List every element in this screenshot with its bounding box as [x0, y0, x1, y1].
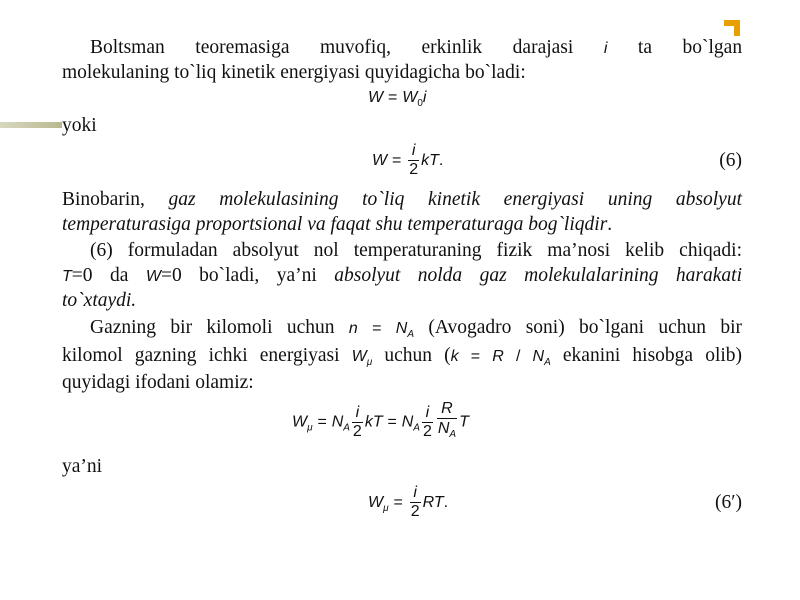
equation-1: $W = W_0i$ — [368, 89, 427, 109]
paragraph-3-line-1: (6) formuladan absolyut nol temperaturaning fizik ma’nosi kelib chiqadi: — [90, 240, 742, 261]
paragraph-1-line-1: Boltsman teoremasiga muvofiq, erkinlik darajasi i ta bo`lgan — [90, 37, 743, 58]
side-bar-decoration — [0, 122, 62, 128]
paragraph-3-line-3: to`xtaydi. — [62, 290, 137, 311]
paragraph-4-line-1: Gazning bir kilomoli uchun $n = N_A$ (Avogadro soni) bo`lgani uchun bir — [90, 317, 743, 340]
paragraph-3-line-2: T=0 da W=0 bo`ladi, ya’ni absolyut nolda gaz molekulalarining harakati — [62, 265, 743, 286]
equation-number-6: (6) — [719, 150, 742, 171]
paragraph-1-line-2: molekulaning to`liq kinetik energiyasi quyidagicha bo`ladi: — [62, 62, 526, 83]
corner-mark-icon — [724, 20, 740, 36]
equation-energy-kilomole: $W_\mu = N_A$ $\frac{i}{2}$ kT = $N_A$ $\frac{i}{2}$ $\frac{R}{N_A}$ T — [292, 400, 469, 444]
word-yoki: yoki — [62, 115, 97, 136]
equation-6: W = $\frac{i}{2}$ kT. — [372, 142, 444, 178]
word-yani: ya’ni — [62, 456, 103, 477]
paragraph-2-line-2: temperaturasiga proportsional va faqat shu temperaturaga bog`liqdir. — [62, 214, 613, 235]
paragraph-4-line-2: kilomol gazning ichki energiyasi $W_\mu$ uchun ($k = R / N_A$ ekanini hisobga olib) — [62, 345, 743, 368]
paragraph-2-line-1: Binobarin, gaz molekulasining to`liq kinetik energiyasi uning absolyut — [62, 189, 742, 210]
paragraph-4-line-3: quyidagi ifodani olamiz: — [62, 372, 254, 393]
equation-6-prime: $W_\mu$ = $\frac{i}{2}$ RT. — [368, 484, 449, 520]
equation-number-6-prime: (6′) — [714, 492, 742, 513]
